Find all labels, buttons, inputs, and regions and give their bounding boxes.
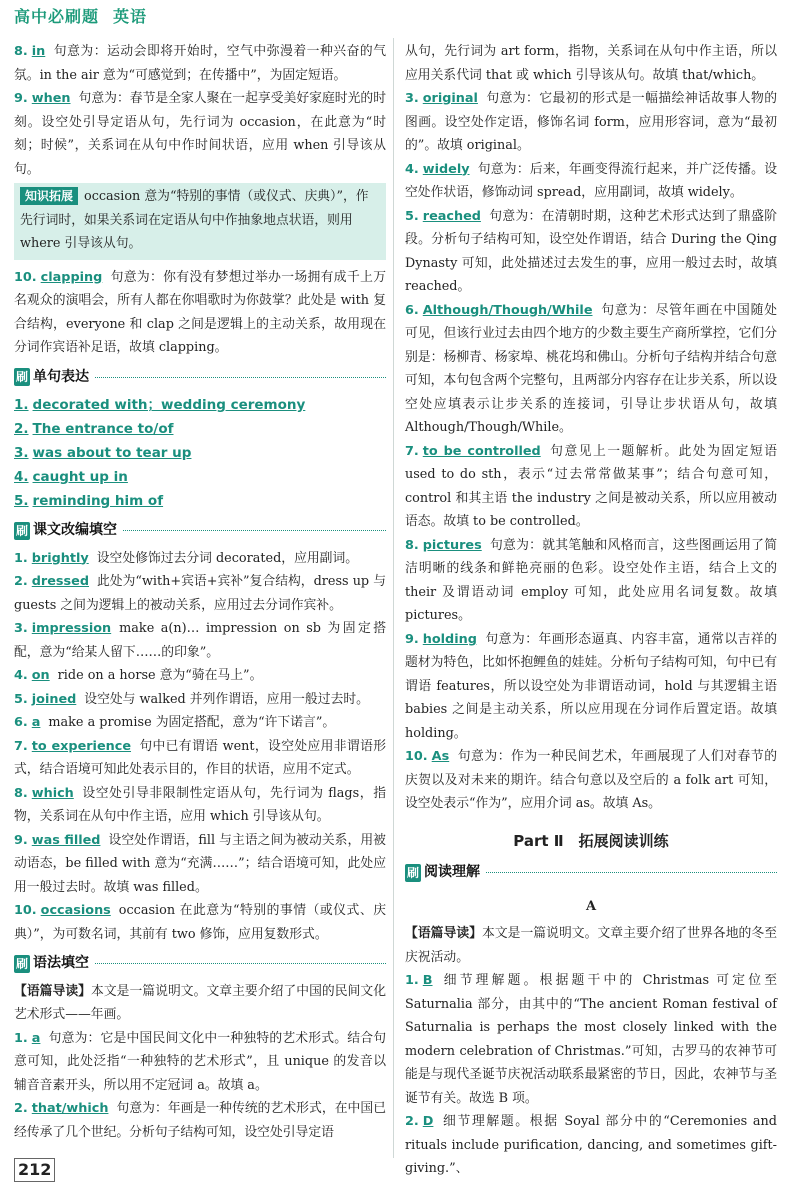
- answer-item: 1. B 细节理解题。根据题干中的 Christmas 可定位至 Saturnalia 部分，由其中的“The ancient Roman festival of Saturnalia is perhaps the most closely linked with the modern celebration of Christmas.”可知，古罗马的农神节可能是与现代圣诞节庆祝活动联系最紧密的节日，因此，农神节与圣诞节有关。故选 B 项。: [405, 973, 777, 1106]
- answer-item: 1. brightly 设空处修饰过去分词 decorated，应用副词。: [14, 550, 359, 566]
- section-title: 课文改编填空: [33, 522, 117, 538]
- passage-guide: 【语篇导读】本文是一篇说明文。文章主要介绍了中国的民间文化艺术形式——年画。: [14, 983, 387, 1022]
- answer-item: 6. Although/Though/While 句意为：尽管年画在中国随处可见，但该行业过去由四个地方的少数主要生产商所掌控，它们分别是：杨柳青、杨家埠、桃花坞和佛山。分析句子结构并结合句意可知，本句包含两个完整句，且两部分内容存在让步关系，所以设空处应填表示让步关系的连接词，引导让步状语从句，故填 Although/Though/While。: [405, 302, 777, 435]
- section-tag: 刷: [15, 370, 28, 385]
- answer-item: 10. occasions occasion 在此意为“特别的事情（或仪式、庆典）”，为可数名词，其前有 two 修饰，应用复数形式。: [14, 903, 386, 942]
- column-divider: [393, 38, 394, 1158]
- section-tag: 刷: [406, 865, 419, 880]
- answer-key: when: [31, 91, 71, 106]
- knowledge-label: 知识拓展: [20, 187, 78, 205]
- answer-item: 5. reached 句意为：在清朝时期，这种艺术形式达到了鼎盛阶段。分析句子结构可知，设空处作谓语，结合 During the Qing Dynasty 可知，此处描述过去发生的事，应用一般过去时，故填 reached。: [405, 208, 777, 294]
- right-column: [405, 40, 777, 1181]
- sentence-answer: 3. was about to tear up: [14, 445, 192, 461]
- answer-item: 5. joined 设空处与 walked 并列作谓语，应用一般过去时。: [14, 691, 369, 707]
- answer-item: 7. to experience 句中已有谓语 went，设空处应用非谓语形式，结合语境可知此处表示目的，作目的状语，应用不定式。: [14, 738, 387, 777]
- answer-item: 10. As 句意为：作为一种民间艺术，年画展现了人们对春节的庆贺以及对未来的期许。结合句意以及空后的 a folk art 可知，设空处表示“作为”，应用介词 as。故填 As。: [405, 749, 777, 811]
- knowledge-box: [14, 183, 386, 260]
- answer-item: 3. impression make a(n)… impression on sb 为固定搭配，意为“给某人留下……的印象”。: [14, 621, 386, 660]
- section-title: 阅读理解: [424, 864, 480, 880]
- knowledge-text: occasion 意为“特别的事情（或仪式、庆典）”，作先行词时，如果关系词在定语从句中作抽象地点状语，则用 where 引导该从句。: [20, 189, 369, 251]
- answer-item: 2. dressed 此处为“with+宾语+宾补”复合结构，dress up 与 guests 之间为逻辑上的被动关系，应用过去分词作宾补。: [14, 574, 386, 613]
- book-title: 高中必刷题: [14, 7, 100, 26]
- answer-item: 8. which 设空处引导非限制性定语从句，先行词为 flags，指物，关系词在从句中作主语，应用 which 引导该从句。: [14, 785, 386, 824]
- passage-label: A: [585, 898, 597, 914]
- answer-item: 6. a make a promise 为固定搭配，意为“许下诺言”。: [14, 715, 336, 730]
- explanation: 句意为：你有没有梦想过举办一场拥有成千上万名观众的演唱会，所有人都在你唱歌时为你鼓掌？此处是 with 复合结构，everyone 和 clap 之间是逻辑上的主动关系，故用现在分词作宾语补足语，故填 clapping。: [14, 269, 386, 355]
- sentence-answer: 2. The entrance to/of: [14, 421, 174, 437]
- answer-item: 1. a 句意为：它是中国民间文化中一种独特的艺术形式。结合句意可知，此处泛指“一种独特的艺术形式”，且 unique 的发音以辅音音素开头，所以用不定冠词 a。故填 a。: [14, 1030, 386, 1093]
- section-title: 语法填空: [33, 955, 89, 971]
- answer-key: in: [31, 44, 46, 59]
- continued-text: 从句，先行词为 art form，指物，关系词在从句中作主语，所以应用关系代词 that 或 which 引导该从句。故填 that/which。: [405, 44, 777, 83]
- answer-item: 2. D 细节理解题。根据 Soyal 部分中的“Ceremonies and rituals include purification, dancing, and sometimes gift-giving.”、: [405, 1114, 777, 1176]
- section-tag: 刷: [15, 956, 28, 971]
- page-number: 212: [14, 1158, 55, 1182]
- answer-key: clapping: [40, 269, 103, 285]
- section-title: 单句表达: [33, 368, 89, 385]
- section-tag: 刷: [15, 523, 28, 538]
- answer-item: [14, 40, 386, 87]
- passage-guide: 【语篇导读】本文是一篇说明文。文章主要介绍了世界各地的冬至庆祝活动。: [405, 926, 778, 965]
- section-heading: [14, 952, 386, 976]
- answer-item: 2. that/which 句意为：年画是一种传统的艺术形式，在中国已经传承了几个世纪。分析句子结构可知，设空处引导定语: [14, 1101, 386, 1140]
- answer-item: 9. was filled 设空处作谓语，fill 与主语之间为被动关系，用被动语态，be filled with 意为“充满……”；结合语境可知，此处应用一般过去时。故填 was filled。: [14, 832, 386, 895]
- answer-item: [14, 87, 386, 181]
- answer-item: 3. original 句意为：它最初的形式是一幅描绘神话故事人物的图画。设空处作定语，修饰名词 form，应用形容词，意为“最初的”。故填 original。: [405, 91, 777, 153]
- sentence-answer: 5. reminding him of: [14, 493, 164, 509]
- sentence-answer: 1. decorated with；wedding ceremony: [14, 397, 306, 413]
- item-number: 10.: [14, 269, 37, 285]
- explanation: 句意为：运动会即将开始时，空气中弥漫着一种兴奋的气氛。in the air 意为“可感觉到；在传播中”，为固定短语。: [14, 44, 386, 83]
- item-number: 9.: [14, 91, 28, 106]
- answer-item: 7. to be controlled 句意见上一题解析。此处为固定短语 used to do sth，表示“过去常常做某事”；结合句意可知，control 和其主语 the industry 之间是被动关系，所以应用被动语态。故填 to be controlled。: [405, 443, 778, 529]
- explanation: 句意为：春节是全家人聚在一起享受美好家庭时光的时刻。设空处引导定语从句，先行词为 occasion，在此意为“时刻；时候”，关系词在从句中作时间状语，应用 when 引导该从句。: [14, 91, 386, 177]
- answer-item: 4. widely 句意为：后来，年画变得流行起来，并广泛传播。设空处作状语，修饰动词 spread，应用副词，故填 widely。: [405, 161, 777, 200]
- page-header: [14, 4, 147, 27]
- item-number: 8.: [14, 44, 28, 59]
- answer-item: [14, 266, 386, 360]
- sentence-answer: 4. caught up in: [14, 469, 128, 485]
- section-heading: [405, 861, 777, 885]
- section-heading: [14, 366, 386, 390]
- answer-item: 8. pictures 句意为：就其笔触和风格而言，这些图画运用了简洁明晰的线条和鲜艳亮丽的色彩。设空处作主语，结合上文的 their 及谓语动词 employ 可知，此处应用名词复数。故填 pictures。: [405, 537, 777, 623]
- subject-label: 英语: [113, 7, 148, 26]
- answer-item: 9. holding 句意为：年画形态逼真、内容丰富，通常以吉祥的题材为特色，比如怀抱鲤鱼的娃娃。分析句子结构可知，句中已有谓语 features，所以设空处为非谓语动词，hold 与其逻辑主语 babies 之间是主动关系，所以应用现在分词作后置定语。故填 holding。: [405, 631, 777, 741]
- part-heading: Part Ⅱ 拓展阅读训练: [513, 831, 669, 850]
- answer-item: 4. on ride on a horse 意为“骑在马上”。: [14, 668, 263, 683]
- section-heading: [14, 519, 386, 543]
- left-column: [14, 40, 386, 1144]
